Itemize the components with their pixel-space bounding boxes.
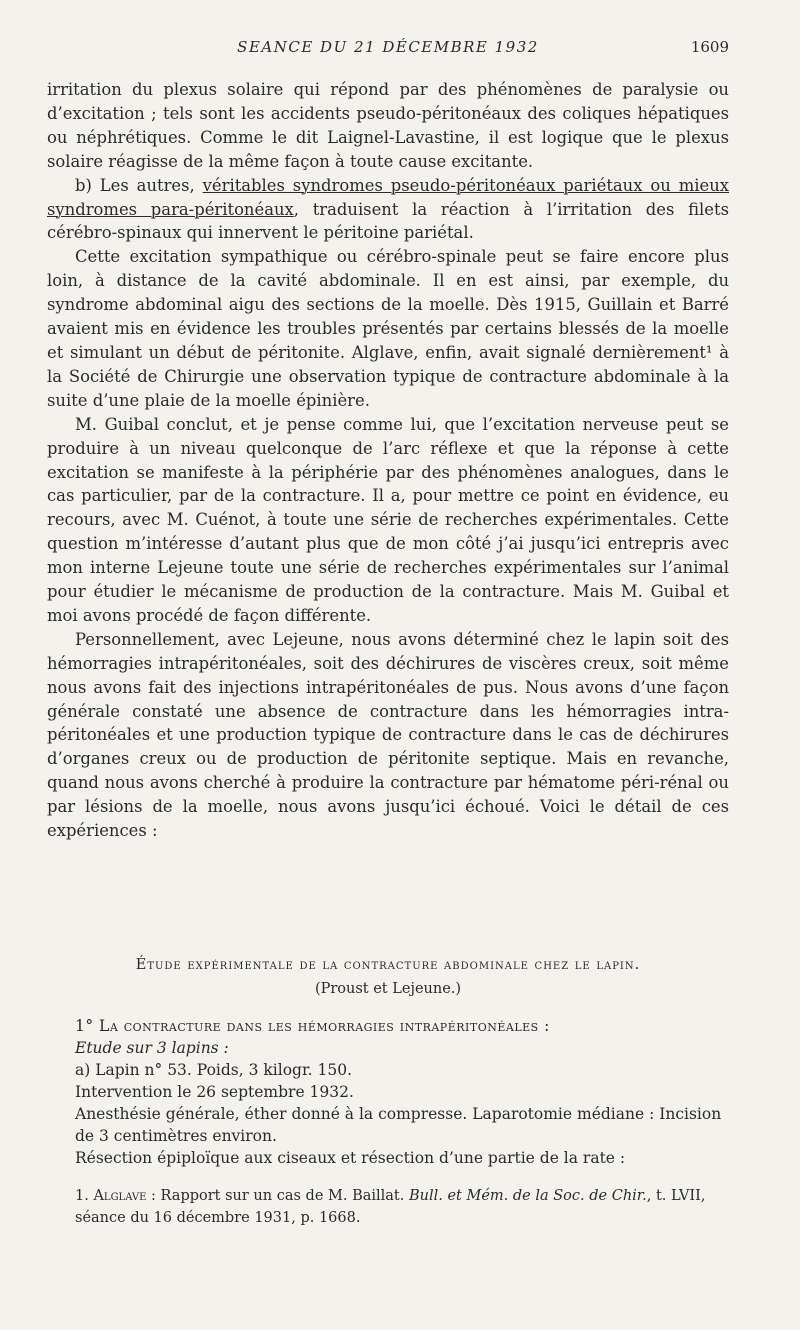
footnote-author: Alglave bbox=[93, 1188, 147, 1204]
section-title: Étude expérimentale de la contracture abdominale chez le lapin. bbox=[135, 957, 641, 973]
resection-line: Résection épiploïque aux ciseaux et résection d’une partie de la rate : bbox=[75, 1149, 626, 1167]
section-authors: (Proust et Lejeune.) bbox=[314, 981, 462, 997]
paragraph-3: Cette excitation sympathique ou cérébro-spinale peut se faire encore plus loin, à distance de la cavité abdominale. Il en est ainsi, par exemple, du syndrome abdominal aigu des sections de la moelle. Dès 1915, Guillain et Barré avaient mis en évidence les troubles présentés par certains blessés de la moelle et simulant un début de péritonite. Alglave, enfin, avait signalé dernièrement¹ à la Société de Chirurgie une observation typique de contracture abdominale à la suite d’une plaie de la moelle épinière. bbox=[47, 247, 729, 410]
section-heading bbox=[47, 953, 729, 1001]
paragraph-2-underlined: véritables syndromes pseudo-péritonéaux pariétaux ou mieux syndromes para-péritonéaux bbox=[47, 175, 729, 219]
paragraph-5: Personnellement, avec Lejeune, nous avons déterminé chez le lapin soit des hémorragies intrapéritonéales, soit des déchirures de viscères creux, soit même nous avons fait des injections intrapéritonéales de pus. Nous avons d’une façon générale constaté une absence de contracture dans les hémorragies intra-péritonéales et une production typique de contracture dans le cas de déchirures d’organes creux ou de production de péritonite septique. Mais en revanche, quand nous avons cherché à produire la contracture par hématome péri-rénal ou par lésions de la moelle, nous avons jusqu’ici échoué. Voici le détail de ces expériences : bbox=[47, 629, 729, 841]
page-number: 1609 bbox=[690, 38, 729, 56]
footnote-marker: 1. bbox=[75, 1188, 94, 1204]
anesthesia-line: Anesthésie générale, éther donné à la compresse. Laparotomie médiane : Incision de 3 centimètres environ. bbox=[75, 1105, 722, 1145]
paragraph-1: irritation du plexus solaire qui répond par des phénomènes de paralysie ou d’excitation ; tels sont les accidents pseudo-péritonéaux des coliques hépatiques ou néphrétiques. Comme le dit Laignel-Lavastine, il est logique que le plexus solaire réagisse de la même façon à toute cause excitante. bbox=[47, 80, 729, 171]
paragraph-4: M. Guibal conclut, et je pense comme lui, que l’excitation nerveuse peut se produire à un niveau quelconque de l’arc réflexe et que la réponse à cette excitation se manifeste à la périphérie par des phénomènes analogues, dans le cas particulier, par de la contracture. Il a, pour mettre ce point en évidence, eu recours, avec M. Cuénot, à toute une série de recherches expérimentales. Cette question m’intéresse d’autant plus que de mon côté j’ai jusqu’ici entrepris avec mon interne Lejeune toute une série de recherches expérimentales sur l’animal pour étudier le mécanisme de production de la contracture. Mais M. Guibal et moi avons procédé de façon différente. bbox=[47, 414, 729, 625]
paragraph-2-end: , traduisent la réaction à l’irritation des filets cérébro-spinaux qui innervent le péritoine pariétal. bbox=[47, 199, 730, 243]
study-line: Etude sur 3 lapins : bbox=[75, 1039, 229, 1057]
body-text bbox=[47, 78, 729, 843]
footnote-body: : Rapport sur un cas de M. Baillat. bbox=[146, 1188, 409, 1204]
running-head bbox=[47, 38, 729, 58]
footnote bbox=[47, 1185, 729, 1229]
paragraph-2-start: b) Les autres, bbox=[75, 175, 203, 195]
paragraph-2 bbox=[47, 174, 729, 246]
intervention-line: Intervention le 26 septembre 1932. bbox=[75, 1083, 354, 1101]
subsection bbox=[47, 1015, 729, 1169]
footnote-journal: Bull. et Mém. de la Soc. de Chir. bbox=[408, 1188, 647, 1204]
subsection-heading: 1° La contracture dans les hémorragies intrapéritonéales : bbox=[75, 1017, 550, 1035]
running-head-title: SEANCE DU 21 DÉCEMBRE 1932 bbox=[237, 38, 539, 56]
footnote-ref: , t. LVII, séance du 16 décembre 1931, p. 1668. bbox=[75, 1188, 706, 1226]
rabbit-line: a) Lapin n° 53. Poids, 3 kilogr. 150. bbox=[75, 1061, 353, 1079]
footnote-text bbox=[47, 1185, 729, 1229]
